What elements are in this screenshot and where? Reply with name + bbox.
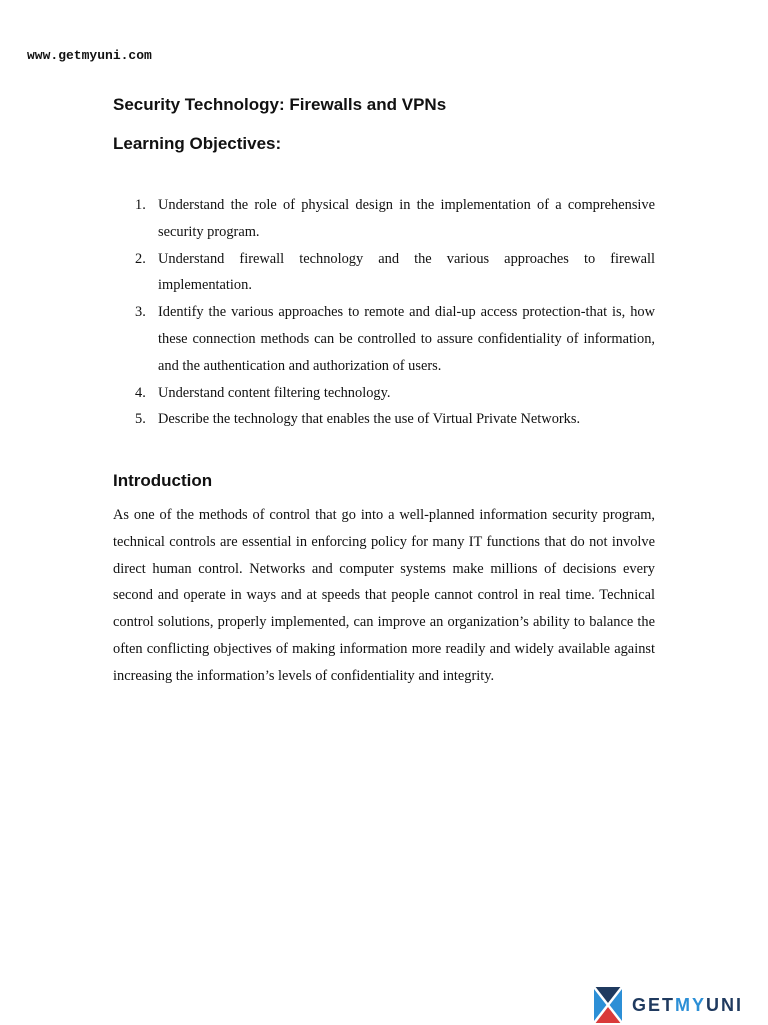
site-url: www.getmyuni.com <box>27 48 152 63</box>
objective-item <box>113 299 655 379</box>
objectives-list <box>113 192 655 433</box>
document-title: Security Technology: Firewalls and VPNs <box>113 95 447 114</box>
getmyuni-logo <box>594 985 743 1025</box>
logo-text-get: GET <box>632 994 676 1015</box>
objective-number: 1. <box>135 197 146 213</box>
objective-text: Understand firewall technology and the various approaches to firewall implementation. <box>158 250 655 294</box>
objective-text: Understand the role of physical design in the implementation of a comprehensive security program. <box>158 197 655 240</box>
objective-item <box>113 380 655 407</box>
objective-item <box>113 246 655 300</box>
logo-wordmark <box>632 995 743 1016</box>
logo-text-uni: UNI <box>706 994 744 1015</box>
getmyuni-logo-icon <box>594 987 622 1023</box>
logo-text-my: MY <box>675 994 707 1015</box>
objective-number: 5. <box>135 411 146 428</box>
objective-text: Understand content filtering technology. <box>158 384 391 401</box>
introduction-heading: Introduction <box>113 471 213 490</box>
objective-text: Describe the technology that enables the use of Virtual Private Networks. <box>158 411 581 428</box>
objective-number: 2. <box>135 250 146 267</box>
objective-item <box>113 406 655 433</box>
introduction-paragraph: As one of the methods of control that go into a well-planned information security program, technical controls are essential in enforcing policy for many IT functions that do not involve direct human control. Networks and computer systems make millions of decisions every second and operate in ways and at speeds that people cannot control in real time. Technical control solutions, properly implemented, can improve an organization’s ability to balance the often conflicting objectives of making information more readily and widely available against increasing the information’s levels of confidentiality and integrity. <box>113 507 655 684</box>
objective-text: Identify the various approaches to remote and dial-up access protection-that is, how these connection methods can be controlled to assure confidentiality of information, and the authentication and authorization of users. <box>158 304 655 374</box>
objective-number: 4. <box>135 384 146 401</box>
objective-item <box>113 192 655 246</box>
learning-objectives-heading: Learning Objectives: <box>113 134 282 153</box>
objective-number: 3. <box>135 304 146 321</box>
